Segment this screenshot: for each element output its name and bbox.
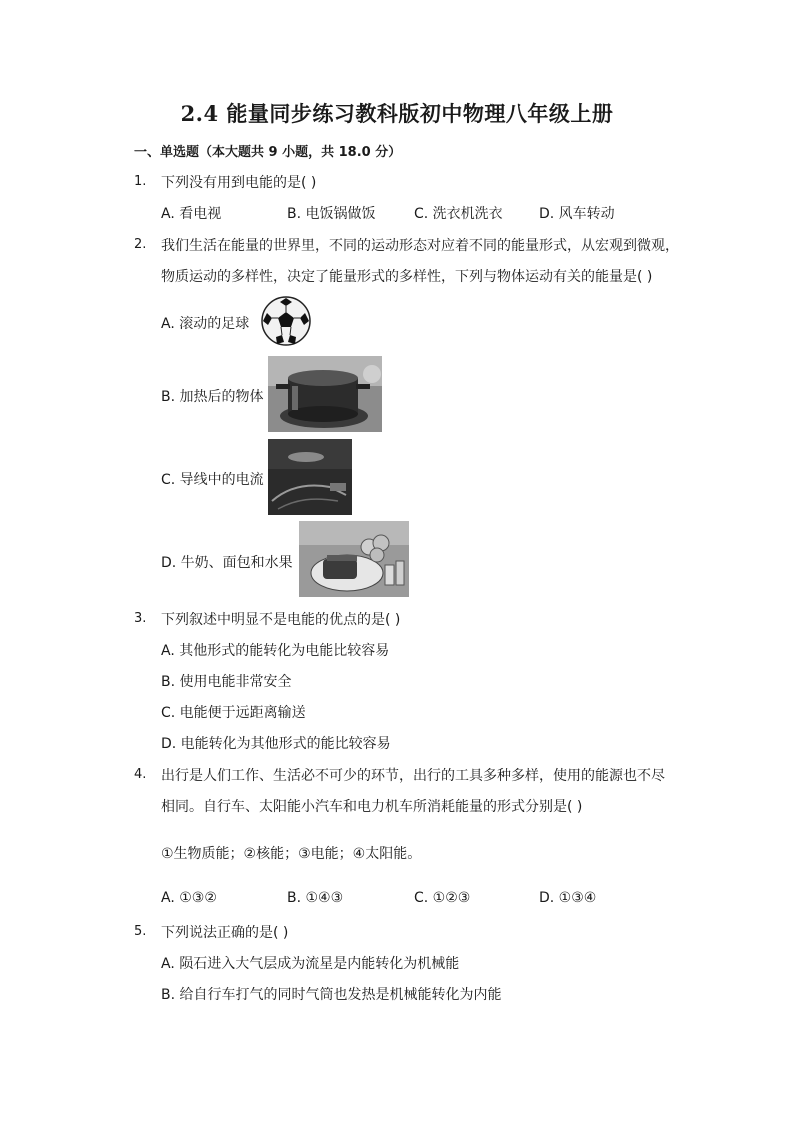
question-4-energy-list: ①生物质能；②核能；③电能；④太阳能。 (161, 846, 422, 862)
question-3-option-d: D. 电能转化为其他形式的能比较容易 (161, 736, 391, 752)
question-2-option-c: C. 导线中的电流 (161, 472, 264, 488)
question-2-option-d: D. 牛奶、面包和水果 (161, 555, 293, 571)
question-1-option-d: D. 风车转动 (539, 206, 615, 222)
question-4-number: 4. (134, 767, 147, 782)
question-2-option-b: B. 加热后的物体 (161, 389, 264, 405)
question-5-text: 下列说法正确的是( ) (161, 925, 289, 941)
question-2-text-line-2: 物质运动的多样性，决定了能量形式的多样性，下列与物体运动有关的能量是( ) (161, 269, 653, 285)
question-3-text: 下列叙述中明显不是电能的优点的是( ) (161, 612, 401, 628)
question-3-option-c: C. 电能便于远距离输送 (161, 705, 306, 721)
question-2-option-a: A. 滚动的足球 (161, 316, 250, 332)
question-4-option-c: C. ①②③ (414, 890, 471, 906)
heated-pot-image (268, 356, 382, 432)
question-5-number: 5. (134, 924, 147, 939)
question-1-option-b: B. 电饭锅做饭 (287, 206, 376, 222)
question-2-text-line-1: 我们生活在能量的世界里，不同的运动形态对应着不同的能量形式，从宏观到微观， (161, 238, 679, 254)
question-1-text: 下列没有用到电能的是( ) (161, 175, 317, 191)
section-heading: 一、单选题（本大题共 9 小题，共 18.0 分） (134, 145, 402, 160)
page-title: 2.4 能量同步练习教科版初中物理八年级上册 (180, 101, 614, 126)
question-4-text-line-1: 出行是人们工作、生活必不可少的环节，出行的工具多种多样，使用的能源也不尽 (161, 768, 665, 784)
question-4-text-line-2: 相同。自行车、太阳能小汽车和电力机车所消耗能量的形式分别是( ) (161, 799, 583, 815)
question-4-option-b: B. ①④③ (287, 890, 344, 906)
question-1-number: 1. (134, 174, 147, 189)
electric-wire-image (268, 439, 352, 515)
question-1-option-a: A. 看电视 (161, 206, 222, 222)
question-2-number: 2. (134, 237, 147, 252)
question-4-option-a: A. ①③② (161, 890, 217, 906)
question-5-option-a: A. 陨石进入大气层成为流星是内能转化为机械能 (161, 956, 460, 972)
milk-bread-fruit-image (299, 521, 409, 597)
question-3-number: 3. (134, 611, 147, 626)
question-4-option-d: D. ①③④ (539, 890, 597, 906)
question-3-option-a: A. 其他形式的能转化为电能比较容易 (161, 643, 390, 659)
question-5-option-b: B. 给自行车打气的同时气筒也发热是机械能转化为内能 (161, 987, 502, 1003)
question-1-option-c: C. 洗衣机洗衣 (414, 206, 503, 222)
question-3-option-b: B. 使用电能非常安全 (161, 674, 292, 690)
soccer-ball-image (258, 295, 314, 347)
